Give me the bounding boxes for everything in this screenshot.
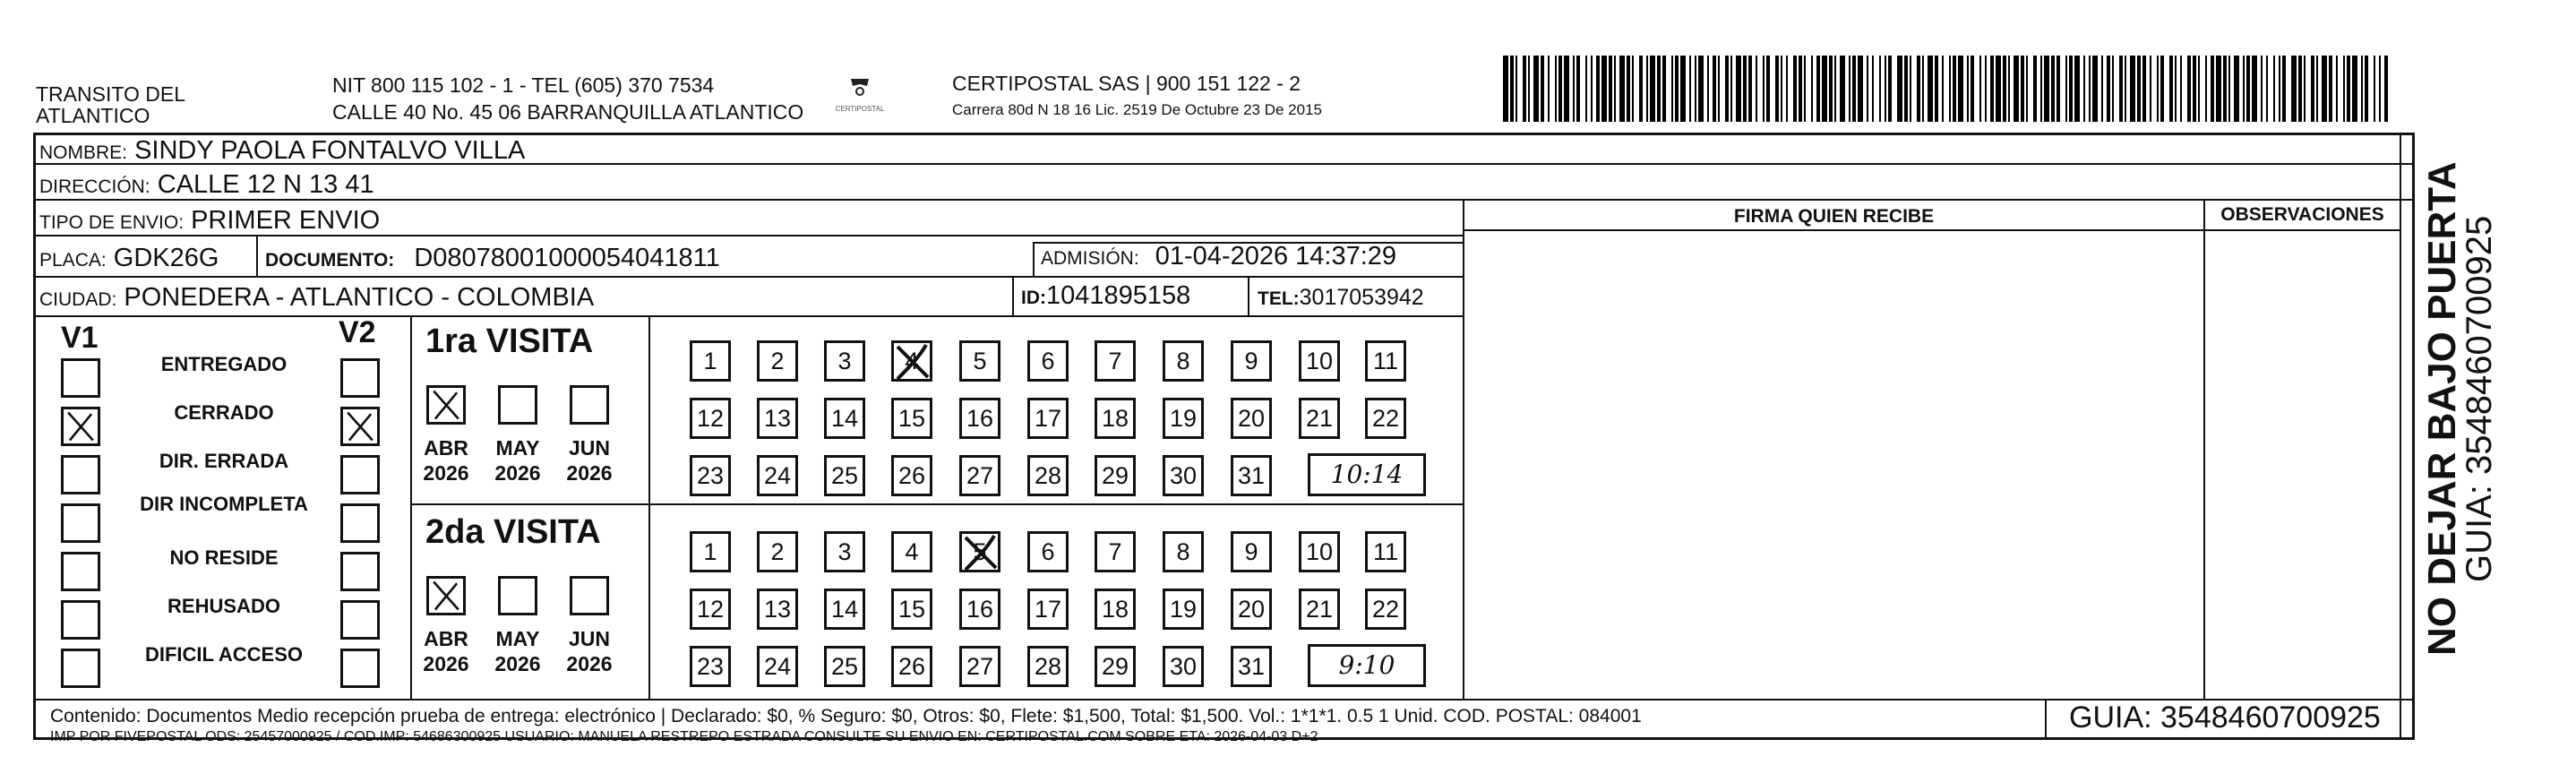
day-number: 19 xyxy=(1169,405,1198,432)
day-box[interactable] xyxy=(1299,589,1340,630)
month-option xyxy=(417,626,475,676)
v2-checkbox[interactable] xyxy=(340,552,380,591)
day-number: 24 xyxy=(763,462,792,489)
day-box[interactable] xyxy=(757,340,798,382)
day-box[interactable] xyxy=(1027,646,1069,687)
certipostal-logo xyxy=(833,73,887,118)
barcode xyxy=(1503,56,2399,122)
day-number: 6 xyxy=(1041,538,1055,565)
month-label: ABR xyxy=(424,627,468,650)
tel-value: 3017053942 xyxy=(1299,285,1424,310)
day-number: 14 xyxy=(830,596,859,623)
status-label: DIR INCOMPLETA xyxy=(140,493,308,515)
day-box[interactable] xyxy=(1163,646,1204,687)
day-box[interactable] xyxy=(1095,455,1136,496)
day-number: 31 xyxy=(1237,653,1266,680)
day-number: 30 xyxy=(1169,462,1198,489)
company-line: CERTIPOSTAL SAS | 900 151 122 - 2 xyxy=(952,72,1301,95)
day-number: 4 xyxy=(905,348,919,374)
day-number: 22 xyxy=(1371,596,1400,623)
day-number: 1 xyxy=(703,538,717,565)
day-box[interactable] xyxy=(1231,646,1272,687)
month-checkbox[interactable] xyxy=(426,576,466,615)
day-box[interactable] xyxy=(1027,398,1069,439)
tel-field xyxy=(1258,283,1424,314)
direccion-label: DIRECCIÓN: xyxy=(39,176,150,197)
month-option xyxy=(561,435,618,486)
nombre-row xyxy=(39,136,525,168)
day-box[interactable] xyxy=(1163,398,1204,439)
signature-area[interactable] xyxy=(1465,232,2202,698)
day-box[interactable] xyxy=(1163,455,1204,496)
visit-title: 1ra VISITA xyxy=(425,322,594,360)
v1-checkbox[interactable] xyxy=(61,503,100,543)
status-label: NO RESIDE xyxy=(169,546,279,569)
admision-value: 01-04-2026 14:37:29 xyxy=(1155,242,1397,271)
day-box[interactable] xyxy=(1231,340,1272,382)
day-number: 17 xyxy=(1034,405,1062,432)
v1-checkbox[interactable] xyxy=(61,600,100,640)
svg-text:CERTIPOSTAL: CERTIPOSTAL xyxy=(835,105,885,113)
day-box[interactable] xyxy=(1365,589,1406,630)
admision-label: ADMISIÓN: xyxy=(1041,248,1139,269)
day-number: 14 xyxy=(830,405,859,432)
day-number: 12 xyxy=(696,596,725,623)
day-number: 15 xyxy=(897,596,926,623)
v2-checkbox[interactable] xyxy=(340,455,380,494)
status-label: DIR. ERRADA xyxy=(159,450,289,472)
year-label: 2026 xyxy=(566,652,613,675)
year-label: 2026 xyxy=(494,652,541,675)
day-box[interactable] xyxy=(690,455,731,496)
day-number: 2 xyxy=(770,538,785,565)
day-number: 3 xyxy=(837,538,852,565)
day-number: 5 xyxy=(973,538,987,565)
year-label: 2026 xyxy=(494,461,541,485)
v1-checkbox[interactable] xyxy=(61,649,100,688)
day-number: 1 xyxy=(703,348,717,374)
day-number: 30 xyxy=(1169,653,1198,680)
status-label: CERRADO xyxy=(174,401,274,424)
sender-name xyxy=(36,82,185,127)
day-box[interactable] xyxy=(690,646,731,687)
side-guia: GUIA: 3548460700925 xyxy=(2460,215,2499,582)
day-number: 3 xyxy=(837,348,852,374)
day-number: 10 xyxy=(1305,538,1334,565)
day-number: 23 xyxy=(696,462,725,489)
v1-header: V1 xyxy=(61,321,99,355)
day-box[interactable] xyxy=(891,589,932,630)
day-box[interactable] xyxy=(757,589,798,630)
day-box[interactable] xyxy=(1231,455,1272,496)
v2-checkbox[interactable] xyxy=(340,649,380,688)
id-value: 1041895158 xyxy=(1046,281,1191,310)
year-label: 2026 xyxy=(423,461,469,485)
documento-label: DOCUMENTO: xyxy=(265,250,395,271)
v1-checkbox[interactable] xyxy=(61,455,100,494)
day-number: 28 xyxy=(1034,462,1062,489)
observaciones-header: OBSERVACIONES xyxy=(2220,204,2384,225)
day-number: 25 xyxy=(830,462,859,489)
day-number: 16 xyxy=(966,596,994,623)
day-box[interactable] xyxy=(891,398,932,439)
day-box[interactable] xyxy=(1231,589,1272,630)
ciudad-value: PONEDERA - ATLANTICO - COLOMBIA xyxy=(124,283,595,312)
placa-label: PLACA: xyxy=(39,250,107,271)
month-option xyxy=(417,435,475,486)
year-label: 2026 xyxy=(566,461,613,485)
month-checkbox[interactable] xyxy=(570,385,609,425)
day-number: 7 xyxy=(1108,538,1122,565)
tipo-value: PRIMER ENVIO xyxy=(191,206,381,235)
day-number: 13 xyxy=(763,405,792,432)
day-box[interactable] xyxy=(891,531,932,572)
day-box[interactable] xyxy=(1095,589,1136,630)
v1-checkbox[interactable] xyxy=(61,358,100,398)
day-number: 23 xyxy=(696,653,725,680)
month-option xyxy=(561,626,618,676)
month-label: MAY xyxy=(495,436,540,460)
day-number: 11 xyxy=(1372,348,1399,374)
day-box[interactable] xyxy=(959,398,1000,439)
day-box[interactable] xyxy=(824,455,865,496)
month-label: MAY xyxy=(495,627,540,650)
day-number: 26 xyxy=(897,462,926,489)
month-checkbox[interactable] xyxy=(498,385,537,425)
day-number: 27 xyxy=(966,462,994,489)
day-number: 10 xyxy=(1305,348,1334,374)
day-number: 21 xyxy=(1305,405,1334,432)
day-number: 16 xyxy=(966,405,994,432)
month-label: JUN xyxy=(568,627,610,650)
month-checkbox[interactable] xyxy=(498,576,537,615)
sender-line-1: TRANSITO DEL xyxy=(36,82,185,106)
day-box[interactable] xyxy=(690,398,731,439)
visit-time[interactable]: 10:14 xyxy=(1308,453,1426,496)
day-box[interactable] xyxy=(824,646,865,687)
day-number: 22 xyxy=(1371,405,1400,432)
visit-title: 2da VISITA xyxy=(425,513,601,551)
barcode-bar xyxy=(2388,56,2390,122)
day-number: 19 xyxy=(1169,596,1198,623)
status-label: ENTREGADO xyxy=(160,353,288,375)
v2-checkbox[interactable] xyxy=(340,407,380,446)
day-box[interactable] xyxy=(891,340,932,382)
day-number: 12 xyxy=(696,405,725,432)
day-number: 2 xyxy=(770,348,785,374)
status-label: REHUSADO xyxy=(167,595,280,617)
month-label: ABR xyxy=(424,436,468,460)
month-option xyxy=(489,626,546,676)
day-number: 25 xyxy=(830,653,859,680)
day-box[interactable] xyxy=(1095,340,1136,382)
day-box[interactable] xyxy=(1095,398,1136,439)
v2-header: V2 xyxy=(339,315,376,349)
day-box[interactable] xyxy=(1299,398,1340,439)
day-number: 18 xyxy=(1101,405,1129,432)
day-number: 8 xyxy=(1176,348,1190,374)
month-checkbox[interactable] xyxy=(570,576,609,615)
day-box[interactable] xyxy=(690,589,731,630)
direccion-value: CALLE 12 N 13 41 xyxy=(157,170,374,199)
license-line: Carrera 80d N 18 16 Lic. 2519 De Octubre 23 De 2015 xyxy=(952,101,1322,118)
id-field xyxy=(1021,281,1190,313)
month-option xyxy=(489,435,546,486)
day-box[interactable] xyxy=(959,340,1000,382)
v2-checkbox[interactable] xyxy=(340,600,380,640)
day-number: 21 xyxy=(1305,596,1334,623)
day-number: 24 xyxy=(763,653,792,680)
day-number: 17 xyxy=(1034,596,1062,623)
day-box[interactable] xyxy=(1299,340,1340,382)
day-box[interactable] xyxy=(1231,398,1272,439)
day-box[interactable] xyxy=(891,646,932,687)
tel-label: TEL: xyxy=(1258,288,1300,309)
day-box[interactable] xyxy=(1365,340,1406,382)
id-label: ID: xyxy=(1021,288,1046,308)
day-number: 28 xyxy=(1034,653,1062,680)
day-box[interactable] xyxy=(757,398,798,439)
day-number: 8 xyxy=(1176,538,1190,565)
observations-area[interactable] xyxy=(2206,232,2399,698)
documento-value: D08078001000054041811 xyxy=(414,244,720,272)
day-number: 4 xyxy=(905,538,919,565)
day-number: 31 xyxy=(1237,462,1266,489)
imp-line: IMP POR FIVEPOSTAL ODS: 25457000925 / COD.IMP: 54686300925 USUARIO: MANUELA RESTREPO ESTRADA CONSULTE SU ENVIO EN: CERTIPOSTAL.COM SOBRE ETA: 2026-04-03 D+2 xyxy=(50,729,1318,744)
company-details xyxy=(952,72,1322,122)
day-box[interactable] xyxy=(757,455,798,496)
status-label: DIFICIL ACCESO xyxy=(144,643,303,666)
day-box[interactable] xyxy=(959,531,1000,572)
address-line: CALLE 40 No. 45 06 BARRANQUILLA ATLANTICO xyxy=(332,100,804,124)
month-label: JUN xyxy=(568,436,610,460)
day-box[interactable] xyxy=(824,340,865,382)
year-label: 2026 xyxy=(423,652,469,675)
day-box[interactable] xyxy=(1095,531,1136,572)
day-number: 9 xyxy=(1244,538,1258,565)
day-box[interactable] xyxy=(1365,398,1406,439)
day-box[interactable] xyxy=(690,531,731,572)
documento-field xyxy=(265,244,720,275)
day-number: 6 xyxy=(1041,348,1055,374)
placa-value: GDK26G xyxy=(113,244,219,272)
firma-header: FIRMA QUIEN RECIBE xyxy=(1733,206,1935,227)
day-number: 27 xyxy=(966,653,994,680)
day-box[interactable] xyxy=(757,531,798,572)
day-number: 5 xyxy=(973,348,987,374)
day-box[interactable] xyxy=(959,455,1000,496)
day-box[interactable] xyxy=(1163,589,1204,630)
nombre-value: SINDY PAOLA FONTALVO VILLA xyxy=(134,136,526,165)
visit-time[interactable]: 9:10 xyxy=(1308,644,1426,687)
day-number: 15 xyxy=(897,405,926,432)
ciudad-label: CIUDAD: xyxy=(39,289,117,310)
day-box[interactable] xyxy=(1027,455,1069,496)
day-box[interactable] xyxy=(1027,531,1069,572)
v2-checkbox[interactable] xyxy=(340,503,380,543)
day-number: 29 xyxy=(1101,462,1129,489)
admision-field xyxy=(1041,242,1396,273)
day-box[interactable] xyxy=(1231,531,1272,572)
day-box[interactable] xyxy=(1027,589,1069,630)
day-box[interactable] xyxy=(1027,340,1069,382)
day-box[interactable] xyxy=(690,340,731,382)
day-box[interactable] xyxy=(757,646,798,687)
day-box[interactable] xyxy=(959,646,1000,687)
day-number: 29 xyxy=(1101,653,1129,680)
footer-guia: GUIA: 3548460700925 xyxy=(2069,701,2381,735)
day-box[interactable] xyxy=(1299,531,1340,572)
v1-checkbox[interactable] xyxy=(61,552,100,591)
day-number: 26 xyxy=(897,653,926,680)
day-box[interactable] xyxy=(1163,531,1204,572)
direccion-row xyxy=(39,170,374,202)
sender-details xyxy=(332,73,803,124)
day-box[interactable] xyxy=(1365,531,1406,572)
placa-field xyxy=(39,244,219,275)
day-number: 13 xyxy=(763,596,792,623)
nombre-label: NOMBRE: xyxy=(39,142,128,163)
day-number: 20 xyxy=(1237,596,1266,623)
day-number: 11 xyxy=(1372,538,1399,565)
month-checkbox[interactable] xyxy=(426,385,466,425)
day-box[interactable] xyxy=(824,589,865,630)
contenido-line: Contenido: Documentos Medio recepción prueba de entrega: electrónico | Declarado: $0, % Seguro: $0, Otros: $0, Flete: $1,500, Total: $1,500. Vol.: 1*1*1. 0.5 1 Unid. COD. POSTAL: 084001 xyxy=(50,706,1642,726)
tipo-row xyxy=(39,206,380,237)
day-number: 9 xyxy=(1244,348,1258,374)
day-box[interactable] xyxy=(959,589,1000,630)
sender-line-2: ATLANTICO xyxy=(36,104,150,127)
day-box[interactable] xyxy=(1095,646,1136,687)
tipo-label: TIPO DE ENVIO: xyxy=(39,212,185,233)
day-box[interactable] xyxy=(891,455,932,496)
day-number: 7 xyxy=(1108,348,1122,374)
no-dejar-warning: NO DEJAR BAJO PUERTA xyxy=(2420,161,2464,656)
day-box[interactable] xyxy=(824,398,865,439)
day-number: 18 xyxy=(1101,596,1129,623)
day-box[interactable] xyxy=(1163,340,1204,382)
day-box[interactable] xyxy=(824,531,865,572)
ciudad-field xyxy=(39,283,594,314)
v2-checkbox[interactable] xyxy=(340,358,380,398)
day-number: 20 xyxy=(1237,405,1266,432)
v1-checkbox[interactable] xyxy=(61,407,100,446)
nit-line: NIT 800 115 102 - 1 - TEL (605) 370 7534 xyxy=(332,73,715,97)
